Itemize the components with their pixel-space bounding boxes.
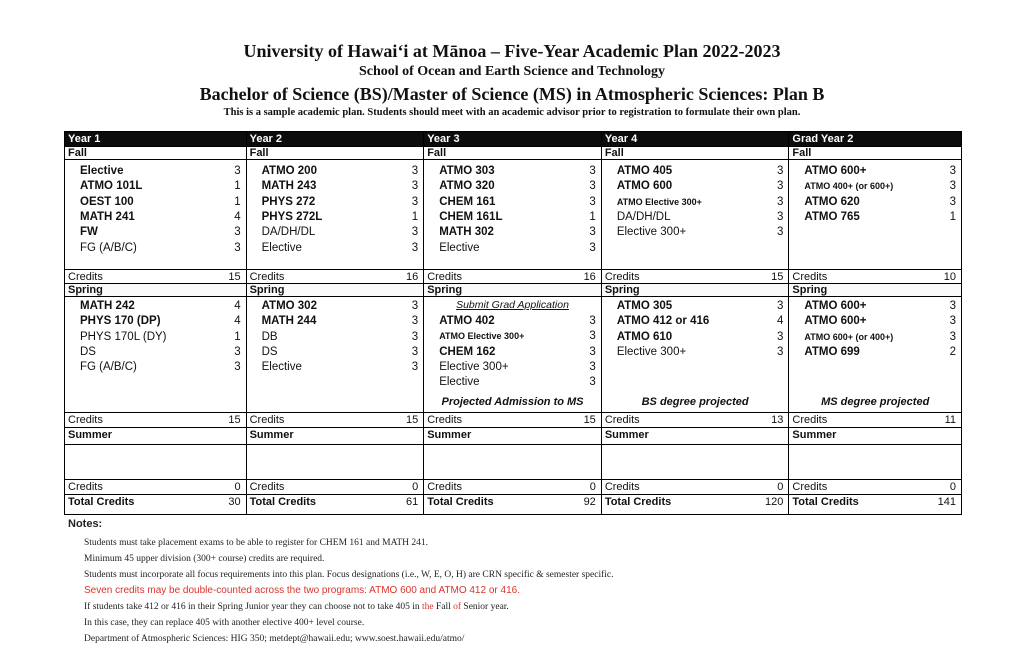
summer-label: Summer (792, 429, 837, 441)
summer-body (65, 444, 246, 477)
course-row (789, 345, 961, 360)
course-credits: 1 (411, 210, 419, 223)
summer-credits-row (247, 479, 424, 494)
year-column (423, 132, 601, 514)
course-credits: 3 (949, 195, 956, 208)
total-credits-value: 61 (405, 496, 419, 508)
course-row (602, 195, 789, 210)
fall-header: Fall (602, 146, 789, 160)
course-row (247, 225, 424, 240)
total-credits-row (424, 494, 601, 510)
course-name: ATMO 600 (616, 180, 673, 193)
note-text: Fall (433, 602, 454, 612)
credits-value: 0 (949, 481, 956, 493)
note-line: Students must take placement exams to be able to register for CHEM 161 and MATH 241. (84, 538, 429, 548)
fall-credits-row (602, 269, 789, 284)
note-line: Minimum 45 upper division (300+ course) credits are required. (84, 554, 325, 564)
spring-credits-row (602, 412, 789, 427)
summer-body (424, 444, 601, 477)
credits-value: 15 (771, 271, 784, 283)
course-row (65, 195, 246, 210)
total-credits-label: Total Credits (792, 496, 859, 508)
course-name: MATH 302 (439, 226, 494, 239)
credits-value: 15 (583, 414, 596, 426)
grad-application-note: Submit Grad Application (456, 299, 569, 311)
course-credits: 3 (589, 376, 596, 389)
course-name: ATMO 765 (804, 210, 860, 223)
course-row (424, 375, 601, 390)
total-credits-value: 141 (937, 496, 956, 508)
credits-label: Credits (604, 481, 640, 493)
course-credits: 3 (234, 361, 241, 374)
course-credits: 3 (411, 180, 419, 193)
note-text: If students take 412 or 416 in their Spring Junior year they can choose not to take 405 in (84, 602, 422, 612)
year-column (65, 132, 246, 514)
year-column (788, 132, 961, 514)
course-row (424, 179, 601, 194)
course-row (424, 164, 601, 179)
course-name: Elective (80, 165, 124, 177)
course-credits: 3 (589, 345, 596, 358)
credits-label: Credits (427, 271, 463, 283)
course-name: OEST 100 (80, 195, 134, 208)
course-credits: 3 (589, 195, 596, 208)
credits-value: 16 (405, 271, 419, 283)
course-row (789, 179, 961, 194)
summer-body (247, 444, 424, 477)
spring-header: Spring (602, 283, 789, 297)
course-row (424, 360, 601, 375)
year-header: Year 3 (424, 132, 601, 146)
course-credits: 3 (776, 300, 784, 312)
course-credits: 3 (411, 226, 419, 239)
course-row (247, 195, 424, 210)
course-row (602, 330, 789, 345)
total-credits-label: Total Credits (427, 496, 494, 508)
course-credits: 3 (411, 241, 419, 254)
course-credits: 3 (234, 165, 241, 177)
course-name: ATMO 600+ (804, 300, 867, 312)
course-row (247, 164, 424, 179)
course-credits: 3 (411, 300, 419, 312)
course-credits: 3 (234, 241, 241, 254)
course-name: MATH 241 (80, 210, 135, 223)
course-name: PHYS 272 (261, 195, 316, 208)
course-name: ATMO 402 (439, 315, 495, 327)
course-credits: 3 (949, 330, 956, 343)
course-credits: 3 (949, 300, 956, 312)
course-credits: 3 (411, 165, 419, 177)
course-row (65, 179, 246, 194)
summer-body (789, 444, 961, 477)
total-credits-row (65, 494, 246, 510)
course-row (424, 195, 601, 210)
summer-credits-row (424, 479, 601, 494)
credits-value: 11 (944, 414, 956, 426)
fall-credits-row (247, 269, 424, 284)
course-name: Elective (439, 376, 480, 389)
title-block (0, 40, 1024, 119)
course-row (65, 225, 246, 240)
fall-header: Fall (65, 146, 246, 160)
credits-value: 16 (583, 271, 596, 283)
course-credits: 4 (776, 315, 784, 328)
course-name: ATMO 610 (616, 330, 673, 343)
course-row (424, 241, 601, 256)
course-row (65, 345, 246, 360)
credits-label: Credits (427, 414, 463, 426)
summer-credits-row (602, 479, 789, 494)
course-row (65, 330, 246, 345)
summer-header (424, 427, 601, 444)
course-row (602, 314, 789, 329)
course-name: PHYS 170 (DP) (80, 315, 161, 328)
course-row (789, 164, 961, 179)
projection-note: Projected Admission to MS (441, 396, 584, 408)
course-credits: 3 (776, 195, 784, 208)
summer-header (789, 427, 961, 444)
course-name: ATMO 600+ (or 400+) (804, 331, 894, 342)
summer-credits-row (789, 479, 961, 494)
course-row (789, 210, 961, 225)
year-column (246, 132, 424, 514)
course-row (602, 210, 789, 225)
course-name: ATMO 320 (439, 180, 495, 193)
fall-credits-row (65, 269, 246, 284)
year-header: Year 1 (65, 132, 246, 146)
credits-label: Credits (249, 481, 285, 493)
course-name: ATMO 412 or 416 (616, 315, 710, 328)
course-row (602, 345, 789, 360)
credits-label: Credits (427, 481, 463, 493)
course-row (247, 345, 424, 360)
note-text-red: the (421, 602, 434, 612)
course-credits: 3 (411, 345, 419, 358)
course-credits: 3 (411, 315, 419, 328)
course-name: Elective (261, 241, 302, 254)
course-name: DS (261, 345, 278, 358)
note-text-red: of (453, 602, 462, 612)
note-line (68, 599, 968, 615)
total-credits-value: 30 (228, 496, 241, 508)
course-credits: 3 (589, 360, 596, 373)
course-row (424, 329, 601, 344)
total-credits-row (602, 494, 789, 510)
total-credits-label: Total Credits (68, 496, 135, 508)
credits-label: Credits (249, 414, 285, 426)
course-credits: 1 (234, 330, 241, 343)
course-row (247, 241, 424, 256)
year-header: Year 4 (602, 132, 789, 146)
course-row (247, 210, 424, 225)
course-name: PHYS 170L (DY) (80, 330, 167, 343)
course-name: CHEM 161L (439, 210, 503, 223)
course-row (602, 179, 789, 194)
course-credits: 2 (949, 345, 956, 358)
course-name: FG (A/B/C) (80, 241, 137, 254)
course-name: Elective 300+ (616, 345, 687, 358)
course-row (65, 164, 246, 179)
course-name: ATMO 600+ (804, 165, 867, 177)
course-credits: 4 (234, 210, 241, 223)
course-row (247, 360, 424, 375)
projection-note: MS degree projected (821, 396, 930, 408)
course-credits: 3 (589, 165, 596, 177)
course-credits: 1 (589, 210, 596, 223)
note-line-red: Seven credits may be double-counted across the two programs: ATMO 600 and ATMO 412 or 416. (84, 585, 520, 596)
course-credits: 3 (589, 330, 596, 343)
course-row (247, 330, 424, 345)
credits-label: Credits (249, 271, 285, 283)
course-name: ATMO 200 (261, 165, 317, 177)
course-name: ATMO 305 (616, 300, 673, 312)
course-row (247, 314, 424, 329)
course-name: Elective 300+ (439, 360, 509, 373)
course-row (602, 164, 789, 179)
course-name: DB (261, 330, 278, 343)
course-credits: 3 (949, 165, 956, 177)
fall-credits-row (789, 269, 961, 284)
course-row (424, 345, 601, 360)
course-credits: 3 (776, 180, 784, 193)
course-row (424, 314, 601, 329)
credits-label: Credits (68, 271, 103, 283)
course-credits: 3 (411, 195, 419, 208)
notes-heading: Notes: (68, 518, 103, 530)
credits-value: 0 (589, 481, 596, 493)
summer-header (65, 427, 246, 444)
course-credits: 3 (411, 330, 419, 343)
course-row (65, 360, 246, 375)
course-credits: 3 (234, 345, 241, 358)
course-credits: 3 (589, 315, 596, 327)
course-row (65, 210, 246, 225)
summer-label: Summer (427, 429, 472, 441)
course-name: MATH 244 (261, 315, 317, 328)
spring-header: Spring (65, 283, 246, 297)
course-name: FG (A/B/C) (80, 361, 137, 374)
course-row (789, 299, 961, 314)
course-name: ATMO 620 (804, 195, 860, 208)
course-name: Elective (261, 361, 302, 374)
course-name: DA/DH/DL (261, 226, 316, 239)
credits-label: Credits (68, 414, 103, 426)
credits-label: Credits (68, 481, 103, 493)
summer-credits-row (65, 479, 246, 494)
course-name: DS (80, 345, 96, 358)
year-header: Grad Year 2 (789, 132, 961, 146)
projection-note: BS degree projected (641, 396, 749, 408)
course-credits: 3 (776, 226, 784, 239)
course-name: Elective 300+ (616, 226, 687, 239)
course-row (424, 210, 601, 225)
course-row (789, 330, 961, 345)
notes-section (68, 517, 968, 647)
note-line: In this case, they can replace 405 with another elective 400+ level course. (84, 618, 365, 628)
credits-value: 13 (771, 414, 784, 426)
course-name: ATMO 400+ (or 600+) (804, 181, 894, 192)
credits-label: Credits (792, 481, 828, 493)
fall-header: Fall (424, 146, 601, 160)
program-name: Bachelor of Science (BS)/Master of Science (MS) in Atmospheric Sciences: Plan B (199, 84, 825, 104)
contact-line: Department of Atmospheric Sciences: HIG 350; metdept@hawaii.edu; www.soest.hawaii.edu/atmo/ (84, 634, 465, 644)
course-name: CHEM 161 (439, 195, 496, 208)
summer-body (602, 444, 789, 477)
course-credits: 3 (411, 361, 419, 374)
course-credits: 3 (234, 226, 241, 239)
course-name: ATMO 101L (80, 180, 143, 193)
course-name: ATMO 600+ (804, 315, 867, 328)
spring-header: Spring (789, 283, 961, 297)
credits-label: Credits (792, 414, 828, 426)
summer-header (602, 427, 789, 444)
course-credits: 3 (776, 210, 784, 223)
course-row (789, 314, 961, 329)
page-title: University of Hawaiʻi at Mānoa – Five-Year Academic Plan 2022-2023 (243, 41, 781, 61)
course-row (602, 225, 789, 240)
course-credits: 3 (949, 180, 956, 193)
summer-label: Summer (249, 429, 294, 441)
credits-label: Credits (792, 271, 828, 283)
course-credits: 3 (589, 241, 596, 254)
fall-credits-row (424, 269, 601, 284)
course-row (65, 299, 246, 314)
academic-plan-table (64, 131, 962, 515)
spring-credits-row (65, 412, 246, 427)
fall-header: Fall (789, 146, 961, 160)
spring-credits-row (789, 412, 961, 427)
note-line: Students must incorporate all focus requirements into this plan. Focus designations (i.e., W, E, O, H) are CRN specific & semester specific. (84, 570, 614, 580)
year-header: Year 2 (247, 132, 424, 146)
year-column (601, 132, 789, 514)
disclaimer: This is a sample academic plan. Students should meet with an academic advisor prior to registration to formulate their own plan. (223, 107, 801, 118)
school-name: School of Ocean and Earth Science and Technology (358, 64, 666, 79)
course-row (789, 195, 961, 210)
total-credits-value: 120 (765, 496, 784, 508)
spring-header: Spring (247, 283, 424, 297)
course-row (602, 299, 789, 314)
course-name: DA/DH/DL (616, 210, 671, 223)
summer-label: Summer (68, 429, 113, 441)
course-name: Elective (439, 241, 480, 254)
credits-label: Credits (604, 414, 640, 426)
course-name: ATMO 405 (616, 165, 673, 177)
credits-value: 15 (405, 414, 419, 426)
course-credits: 1 (234, 195, 241, 208)
course-credits: 3 (949, 315, 956, 328)
total-credits-row (247, 494, 424, 510)
course-name: ATMO Elective 300+ (616, 196, 702, 207)
course-name: PHYS 272L (261, 210, 323, 223)
course-name: CHEM 162 (439, 345, 496, 358)
course-credits: 3 (589, 226, 596, 239)
credits-label: Credits (604, 271, 640, 283)
spring-credits-row (247, 412, 424, 427)
course-name: MATH 243 (261, 180, 317, 193)
course-credits: 3 (776, 165, 784, 177)
course-name: ATMO Elective 300+ (439, 331, 525, 342)
course-credits: 4 (234, 315, 241, 328)
total-credits-row (789, 494, 961, 510)
course-row (247, 179, 424, 194)
fall-header: Fall (247, 146, 424, 160)
course-row (247, 299, 424, 314)
summer-header (247, 427, 424, 444)
total-credits-label: Total Credits (249, 496, 317, 508)
total-credits-value: 92 (583, 496, 596, 508)
course-row (65, 241, 246, 256)
course-name: FW (80, 226, 98, 239)
credits-value: 0 (777, 481, 784, 493)
course-credits: 1 (949, 210, 956, 223)
course-credits: 3 (776, 330, 784, 343)
credits-value: 10 (943, 271, 956, 283)
course-name: MATH 242 (80, 300, 135, 312)
credits-value: 0 (412, 481, 419, 493)
course-credits: 4 (234, 300, 241, 312)
course-credits: 3 (776, 345, 784, 358)
summer-label: Summer (604, 429, 649, 441)
course-name: ATMO 699 (804, 345, 860, 358)
spring-credits-row (424, 412, 601, 427)
course-credits: 1 (234, 180, 241, 193)
course-name: ATMO 303 (439, 165, 495, 177)
spring-header: Spring (424, 283, 601, 297)
note-text: Senior year. (461, 602, 509, 612)
course-credits: 3 (589, 180, 596, 193)
course-row (424, 225, 601, 240)
credits-value: 15 (228, 271, 241, 283)
total-credits-label: Total Credits (604, 496, 672, 508)
credits-value: 15 (228, 414, 241, 426)
credits-value: 0 (234, 481, 241, 493)
course-row (65, 314, 246, 329)
course-name: ATMO 302 (261, 300, 317, 312)
